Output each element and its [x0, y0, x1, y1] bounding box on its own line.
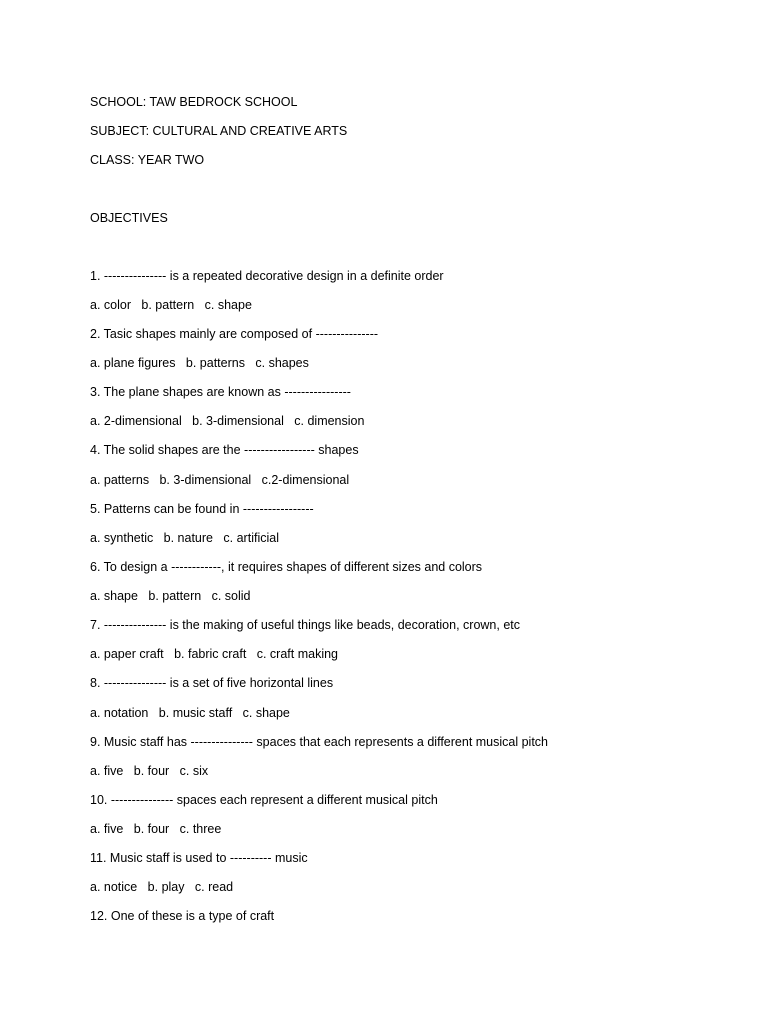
options-3: a. 2-dimensional b. 3-dimensional c. dimension: [90, 414, 365, 428]
section-title: OBJECTIVES: [90, 211, 168, 225]
question-11: 11. Music staff is used to ---------- music: [90, 851, 308, 865]
question-5: 5. Patterns can be found in -----------------: [90, 502, 314, 516]
options-6: a. shape b. pattern c. solid: [90, 589, 251, 603]
question-2: 2. Tasic shapes mainly are composed of ---------------: [90, 327, 379, 341]
subject-line: SUBJECT: CULTURAL AND CREATIVE ARTS: [90, 124, 348, 138]
question-9: 9. Music staff has --------------- spaces that each represents a different musical pitch: [90, 735, 549, 749]
question-6: 6. To design a ------------, it requires shapes of different sizes and colors: [90, 560, 483, 574]
options-1: a. color b. pattern c. shape: [90, 298, 252, 312]
question-8: 8. --------------- is a set of five horizontal lines: [90, 676, 334, 690]
question-1: 1. --------------- is a repeated decorative design in a definite order: [90, 269, 444, 283]
question-3: 3. The plane shapes are known as ----------------: [90, 385, 351, 399]
options-11: a. notice b. play c. read: [90, 880, 234, 894]
question-10: 10. --------------- spaces each represent a different musical pitch: [90, 793, 438, 807]
question-12: 12. One of these is a type of craft: [90, 909, 275, 923]
options-7: a. paper craft b. fabric craft c. craft making: [90, 647, 339, 661]
school-line: SCHOOL: TAW BEDROCK SCHOOL: [90, 95, 298, 109]
options-10: a. five b. four c. three: [90, 822, 222, 836]
class-line: CLASS: YEAR TWO: [90, 153, 205, 167]
options-4: a. patterns b. 3-dimensional c.2-dimensional: [90, 473, 350, 487]
question-4: 4. The solid shapes are the ----------------- shapes: [90, 443, 359, 457]
question-7: 7. --------------- is the making of useful things like beads, decoration, crown, etc: [90, 618, 520, 632]
options-9: a. five b. four c. six: [90, 764, 209, 778]
options-8: a. notation b. music staff c. shape: [90, 706, 290, 720]
options-5: a. synthetic b. nature c. artificial: [90, 531, 279, 545]
options-2: a. plane figures b. patterns c. shapes: [90, 356, 309, 370]
